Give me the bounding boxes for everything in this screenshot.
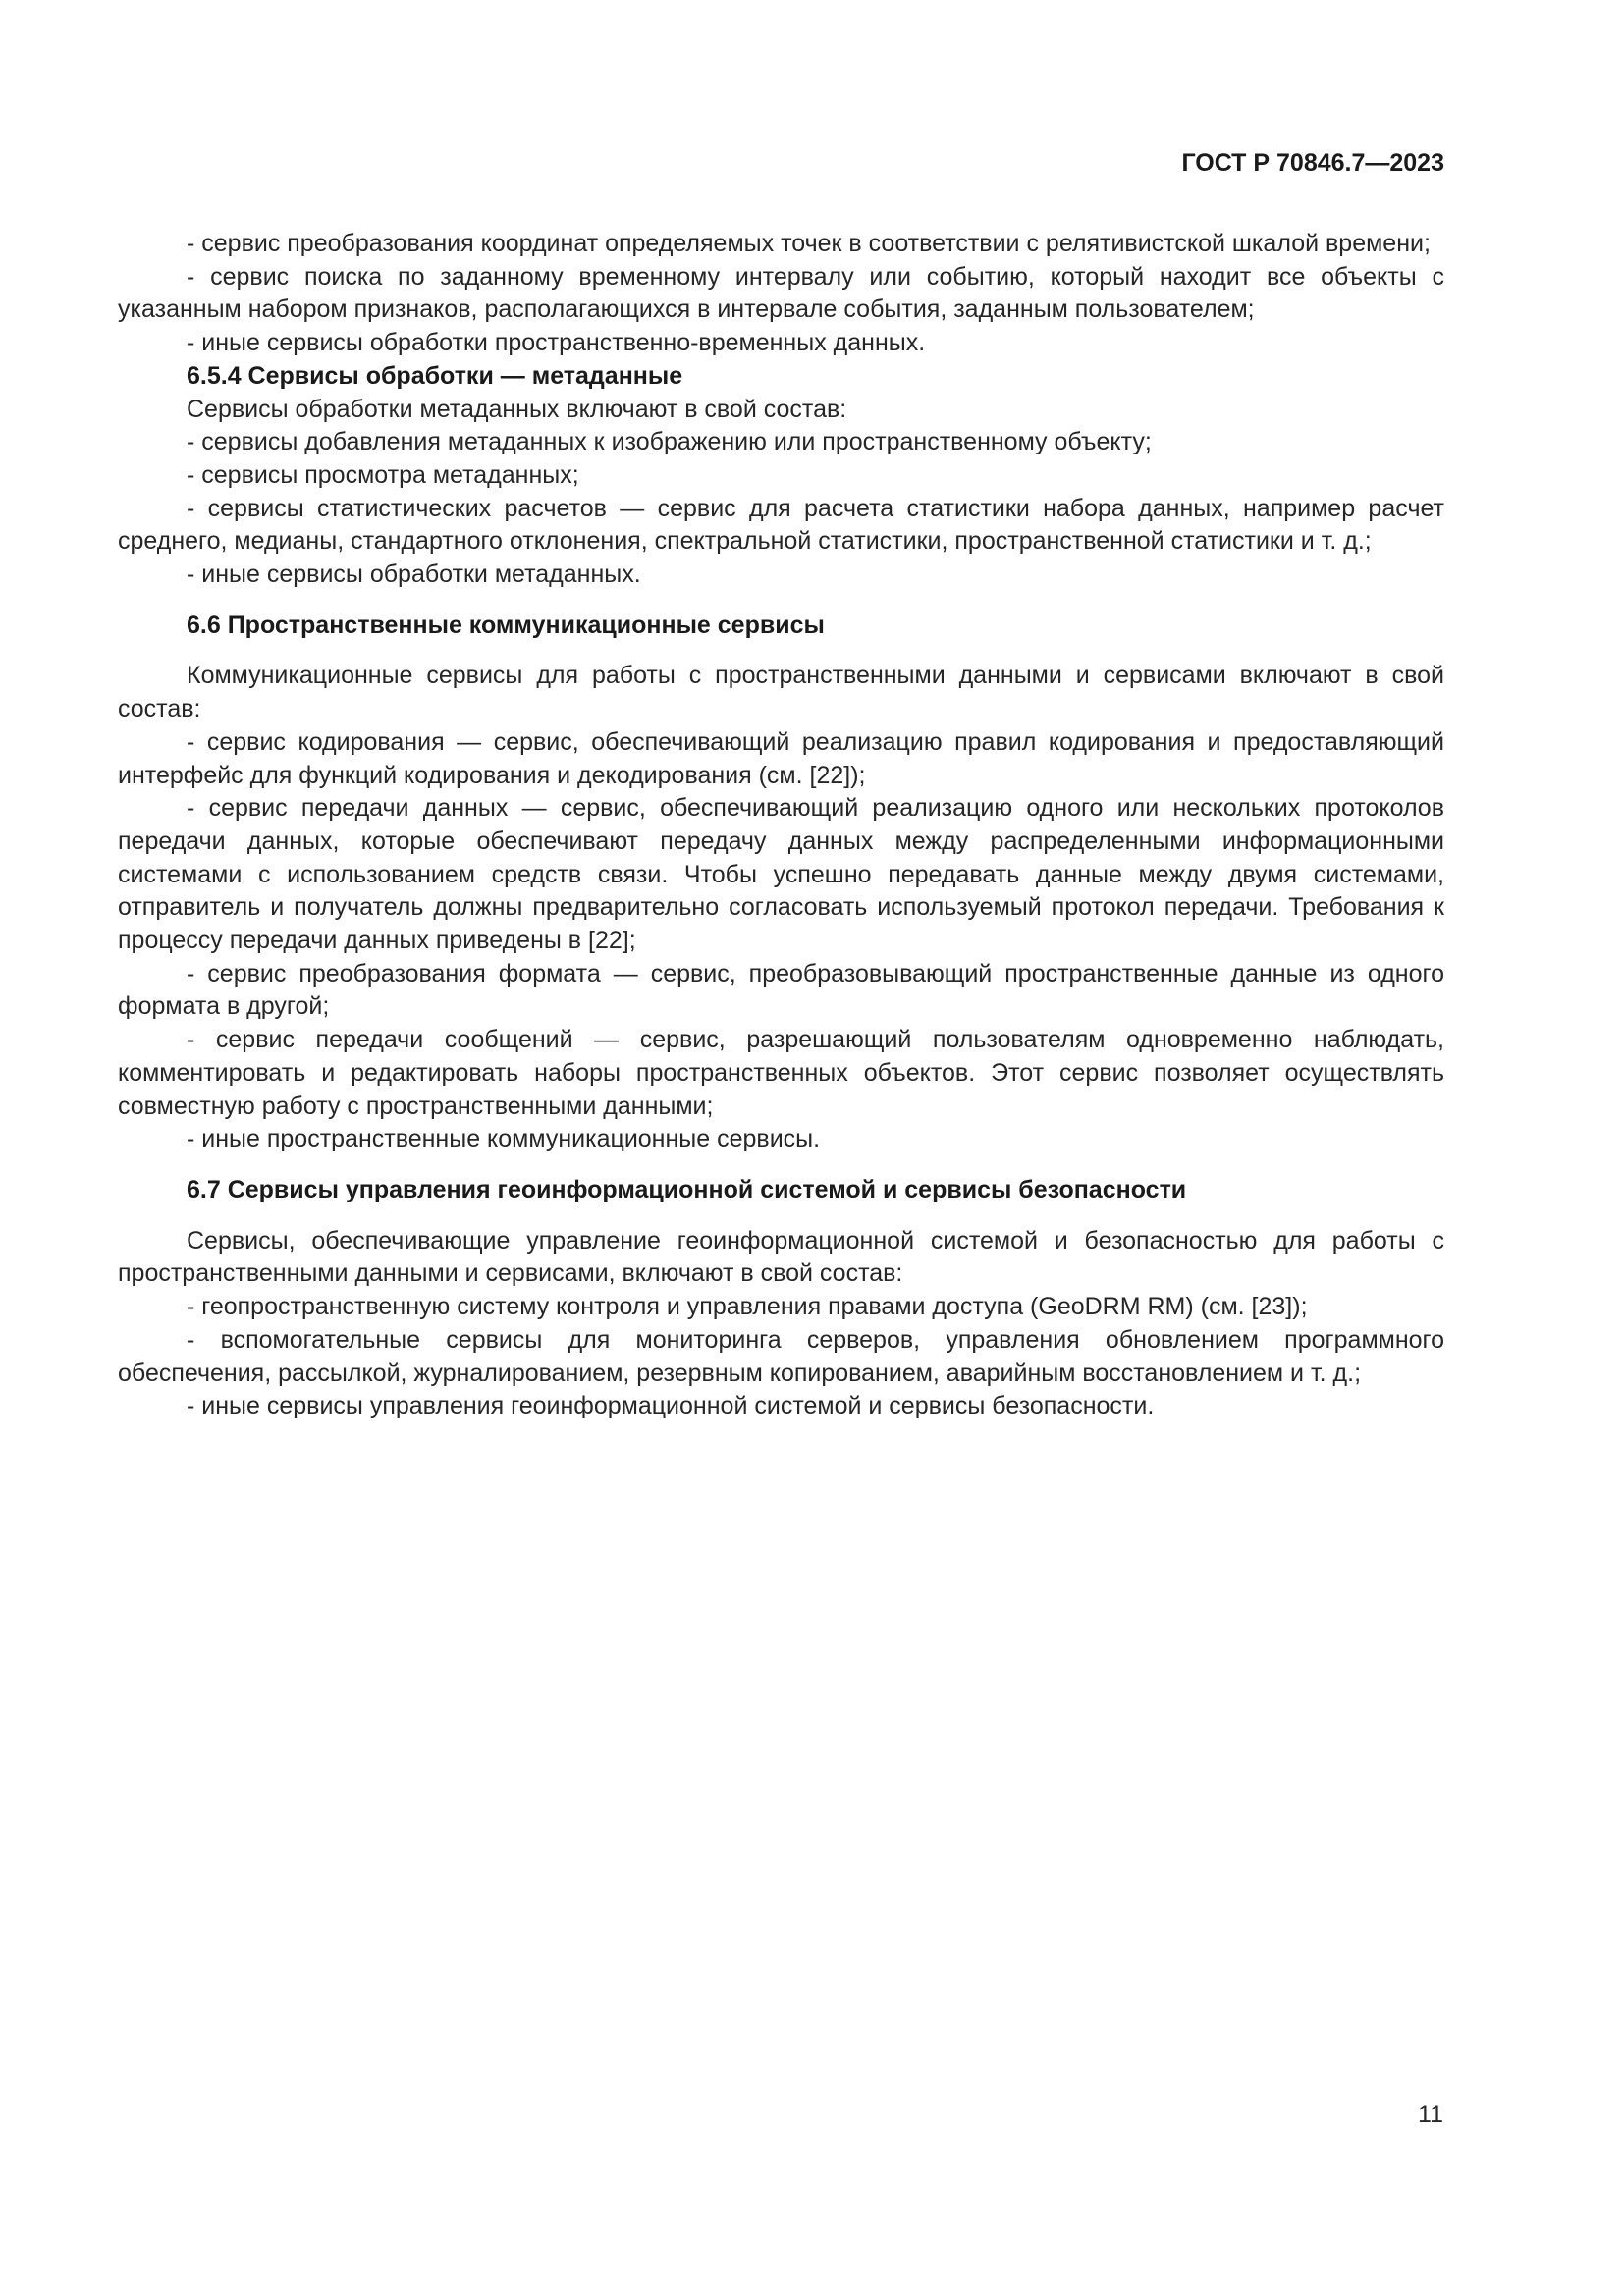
heading-6-5-4: 6.5.4 Сервисы обработки — метаданные bbox=[187, 361, 683, 390]
paragraph-geodrm: - геопространственную систему контроля и управления правами доступа (GeoDRM RM) (см. [23]); bbox=[187, 1293, 1308, 1321]
paragraph-other-management-services: - иные сервисы управления геоинформационной системой и сервисы безопасности. bbox=[187, 1392, 1155, 1420]
paragraph-other-communication-services: - иные пространственные коммуникационные сервисы. bbox=[187, 1125, 821, 1153]
heading-6-7: 6.7 Сервисы управления геоинформационной системой и сервисы безопасности bbox=[187, 1175, 1187, 1203]
paragraph-metadata-view: - сервисы просмотра метаданных; bbox=[187, 460, 579, 489]
paragraph-time-interval-search-service: - сервис поиска по заданному временному интервалу или событию, который находит все объекты с указанным набором признаков, располагающихся в интервале события, заданным пользователем; bbox=[118, 262, 1444, 324]
paragraph-statistics-service: - сервисы статистических расчетов — сервис для расчета статистики набора данных, например расчет среднего, медианы, стандартного отклонения, спектральной статистики, пространственной статистики и т. д.; bbox=[118, 494, 1444, 556]
paragraph-metadata-intro: Сервисы обработки метаданных включают в свой состав: bbox=[187, 395, 847, 423]
paragraph-messaging-service: - сервис передачи сообщений — сервис, разрешающий пользователям одновременно наблюдать, комментировать и редактировать наборы пространственных объектов. Этот сервис позволяет осуществлять совместную работу с пространственными данными; bbox=[118, 1026, 1444, 1120]
paragraph-format-conversion-service: - сервис преобразования формата — сервис, преобразовывающий пространственные данные из одного формата в другой; bbox=[118, 959, 1444, 1021]
paragraph-management-intro: Сервисы, обеспечивающие управление геоинформационной системой и безопасностью для работы с пространственными данными и сервисами, включают в свой состав: bbox=[118, 1226, 1444, 1288]
paragraph-encoding-service: - сервис кодирования — сервис, обеспечивающий реализацию правил кодирования и предоставляющий интерфейс для функций кодирования и декодирования (см. [22]); bbox=[118, 727, 1444, 789]
document-body bbox=[118, 228, 1444, 1423]
heading-6-6: 6.6 Пространственные коммуникационные сервисы bbox=[187, 611, 825, 639]
paragraph-metadata-add: - сервисы добавления метаданных к изображению или пространственному объекту; bbox=[187, 428, 1152, 456]
paragraph-other-spatiotemporal-services: - иные сервисы обработки пространственно-временных данных. bbox=[187, 329, 926, 357]
paragraph-auxiliary-services: - вспомогательные сервисы для мониторинга серверов, управления обновлением программного обеспечения, рассылкой, журналированием, резервным копированием, аварийным восстановлением и т. д.; bbox=[118, 1325, 1444, 1387]
paragraph-data-transfer-service: - сервис передачи данных — сервис, обеспечивающий реализацию одного или нескольких протоколов передачи данных, которые обеспечивают передачу данных между распределенными информационными системами с использованием средств связи. Чтобы успешно передавать данные между двумя системами, отправитель и получатель должны предварительно согласовать используемый протокол передачи. Требования к процессу передачи данных приведены в [22]; bbox=[118, 794, 1444, 955]
page-number: 11 bbox=[1418, 2101, 1443, 2128]
document-id-header: ГОСТ Р 70846.7—2023 bbox=[1181, 149, 1444, 177]
paragraph-relativistic-time-service: - сервис преобразования координат определяемых точек в соответствии с релятивистской шкалой времени; bbox=[187, 230, 1431, 257]
paragraph-other-metadata-services: - иные сервисы обработки метаданных. bbox=[187, 561, 641, 589]
paragraph-communication-intro: Коммуникационные сервисы для работы с пространственными данными и сервисами включают в свой состав: bbox=[118, 662, 1444, 723]
